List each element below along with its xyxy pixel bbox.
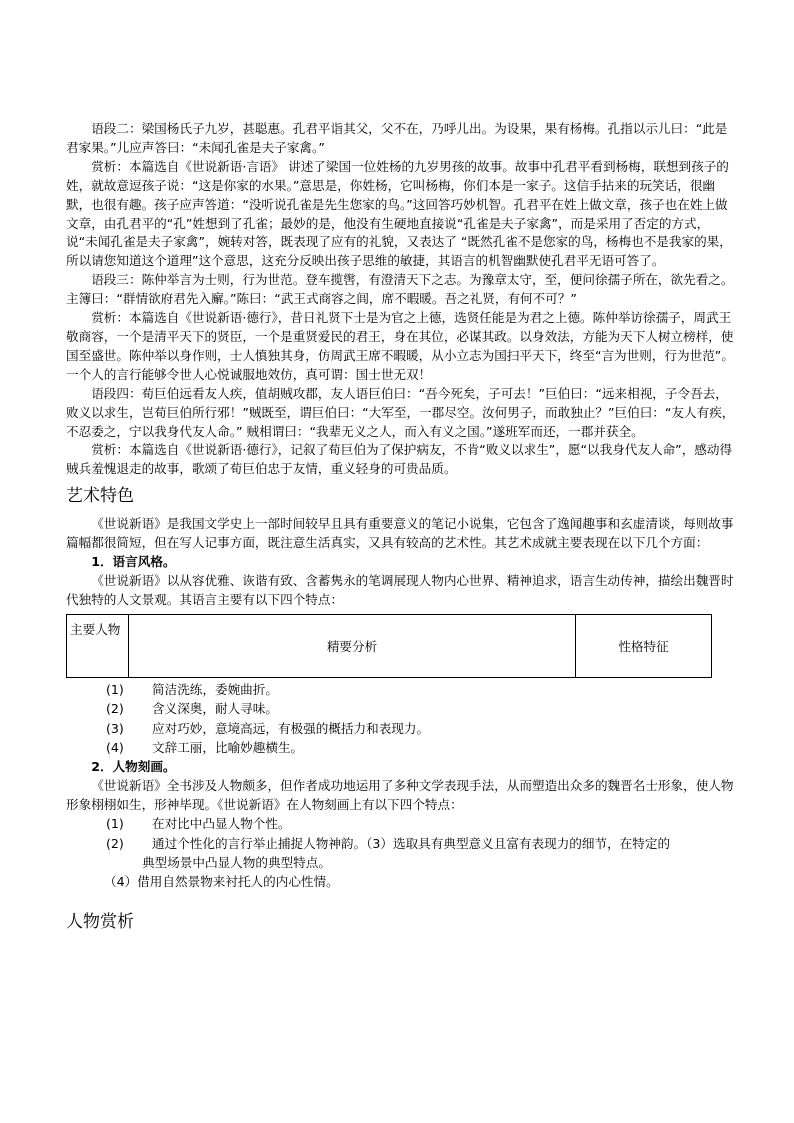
character-portrayal-title: 2．人物刻画。: [91, 758, 176, 774]
passage-two: 语段二：梁国杨氏子九岁，甚聪惠。孔君平诣其父，父不在，乃呼儿出。为设果，果有杨梅。孔指以示儿曰：“此是君家果。”儿应声答曰：“未闻孔雀是夫子家禽。”: [66, 121, 728, 155]
col-main-character: 主要人物: [67, 614, 129, 677]
list-item: (1) 在对比中凸显人物个性。: [106, 816, 291, 832]
art-heading: 艺术特色: [66, 486, 134, 507]
passage-three: 语段三：陈仲举言为士则，行为世范。登车揽辔，有澄清天下之志。为豫章太守，至，便问徐孺子所在，欲先看之。主簿曰：“群情欲府君先入廨。”陈曰：“武王式商容之闾，席不暇暖。吾之礼贤，有何不可？”: [66, 272, 734, 307]
analysis-four: 赏析：本篇选自《世说新语·德行》，记叙了荀巨伯为了保护病友，不肯“败义以求生”，愿“以我身代友人命”，感动得贼兵羞愧退走的故事，歌颂了荀巨伯忠于友情，重义轻身的可贵品质。: [66, 442, 733, 477]
list-item: (2) 通过个性化的言行举止捕捉人物神韵。（3）选取具有典型意义且富有表现力的细节，在特定的: [106, 835, 671, 851]
character-heading: 人物赏析: [66, 912, 134, 933]
language-style-text: 《世说新语》以从容优雅、诙谐有致、含蓄隽永的笔调展现人物内心世界、精神追求，语言生动传神，描绘出魏晋时代独特的人文景观。其语言主要有以下四个特点：: [66, 572, 734, 607]
list-item: (4) 文辞工丽，比喻妙趣横生。: [106, 740, 304, 756]
character-portrayal-text: 《世说新语》全书涉及人物颇多，但作者成功地运用了多种文学表现手法，从而塑造出众多的魏晋名士形象，使人物形象栩栩如生，形神毕现。《世说新语》在人物刻画上有以下四个特点：: [66, 777, 734, 812]
list-item: （4）借用自然景物来衬托人的内心性情。: [104, 874, 339, 890]
passage-four: 语段四：荀巨伯远看友人疾，值胡贼攻郡，友人语巨伯曰：“吾今死矣，子可去！”巨伯曰：“远来相视，子令吾去，败义以求生，岂荀巨伯所行邪！”贼既至，谓巨伯曰：“大军至，一郡尽空。汝何男子，而敢独止？”巨伯曰：“友人有疾，不忍委之，宁以我身代友人命。” 贼相谓曰：“我辈无义之人，而入有义之国。”遂班军而还，一郡并获全。: [66, 385, 735, 439]
col-analysis: 精要分析: [129, 614, 576, 677]
col-trait: 性格特征: [576, 614, 712, 677]
character-table: [66, 614, 712, 678]
list-item: (2) 含义深奥，耐人寻味。: [106, 701, 278, 717]
analysis-three: 赏析：本篇选自《世说新语·德行》，昔日礼贤下士是为官之上德，选贤任能是为君之上德。陈仲举访徐孺子，周武王敬商容，一个是清平天下的贤臣，一个是重贤爱民的君王，身在其位，必谋其政。以身效法，方能为天下人树立榜样，使国至盛世。陈仲举以身作则，士人慎独其身，仿周武王席不暇暖，从小立志为国扫平天下，终至“言为世则，行为世范”。一个人的言行能够令世人心悦诚服地效仿，真可谓：国士世无双！: [66, 310, 734, 382]
list-item: (3) 应对巧妙，意境高远，有极强的概括力和表现力。: [106, 720, 430, 736]
analysis-two: 赏析：本篇选自《世说新语·言语》 讲述了梁国一位姓杨的九岁男孩的故事。故事中孔君平看到杨梅，联想到孩子的姓，就故意逗孩子说：“这是你家的水果。”意思是，你姓杨，它叫杨梅，你们本是一家子。这信手拈来的玩笑话，很幽默，也很有趣。孩子应声答道：“没听说孔雀是先生您家的鸟。”这回答巧妙机智。孔君平在姓上做文章，孩子也在姓上做文章，由孔君平的“孔”姓想到了孔雀；最妙的是，他没有生硬地直接说“孔雀是夫子家禽”，而是采用了否定的方式，说“未闻孔雀是夫子家禽”，婉转对答，既表现了应有的礼貌，又表达了 “既然孔雀不是您家的鸟，杨梅也不是我家的果，所以请您知道这个道理”这个意思，这充分反映出孩子思维的敏捷，其语言的机智幽默使孔君平无语可答了。: [66, 158, 732, 269]
list-item: (1) 简洁洗练，委婉曲折。: [106, 681, 278, 697]
language-style-title: 1．语言风格。: [91, 554, 176, 570]
document-page: [66, 120, 738, 941]
art-intro: 《世说新语》是我国文学史上一部时间较早且具有重要意义的笔记小说集，它包含了逸闻趣事和玄虚清谈，每则故事篇幅都很简短，但在写人记事方面，既注意生活真实，又具有较高的艺术性。其艺术成就主要表现在以下几个方面：: [66, 516, 734, 551]
list-item-continuation: 典型场景中凸显人物的典型特点。: [142, 855, 331, 871]
